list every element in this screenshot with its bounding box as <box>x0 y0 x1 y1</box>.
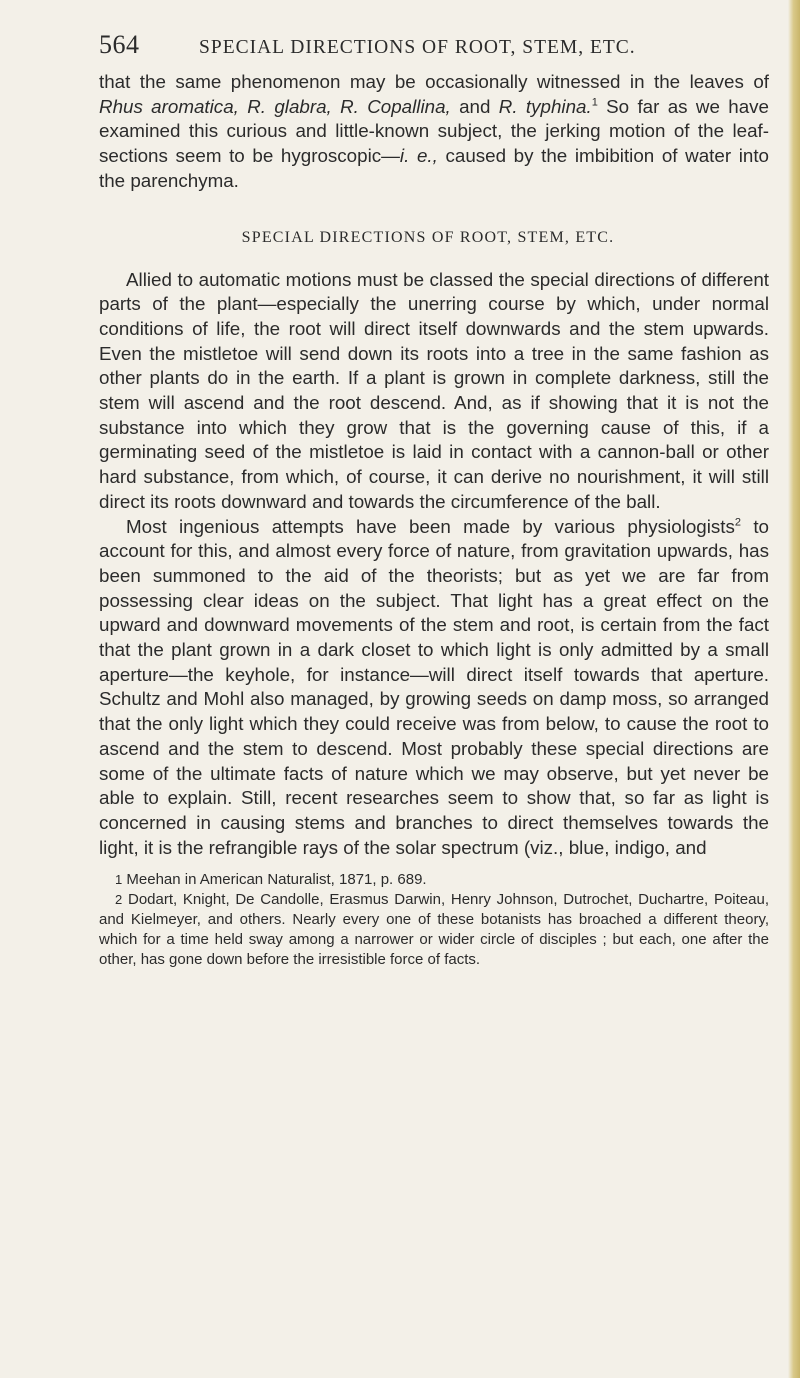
footnote-text: Meehan in American Naturalist, 1871, p. 689. <box>126 871 427 889</box>
footnote-text: Dodart, Knight, De Candolle, Erasmus Darwin, Henry Johnson, Dutrochet, Duchartre, Poiteau, and Kielmeyer, and others. Nearly every one of these botanists has broached a different theory, which for a time held sway among a narrower or wider circle of disciples ; but each, one after the other, has gone down before the irresistible force of facts. <box>99 891 769 969</box>
running-head <box>99 30 769 60</box>
text-run: and <box>450 95 499 117</box>
text-run: to account for this, and almost every force of nature, from gravitation upwards, has been summoned to the aid of the theorists; but as yet we are far from possessing clear ideas on the subject. That light has a great effect on the upward and downward movements of the stem and root, is certain from the fact that the plant grown in a dark closet to which light is only admitted by a small aperture—the keyhole, for instance—will direct itself towards that aperture. Schultz and Mohl also managed, by growing seeds on damp moss, so arranged that the only light which they could receive was from below, to cause the root to ascend and the stem to descend. Most probably these special directions are some of the ultimate facts of nature which we may observe, but yet never be able to explain. Still, recent researches seem to show that, so far as light is concerned in causing stems and branches to direct themselves towards the light, it is the refrangible rays of the solar spectrum (viz., blue, indigo, and <box>99 515 769 858</box>
footnotes <box>99 870 769 970</box>
text-run: So far as we have examined this curious and little-known subject, the jerking motion of the leaf-sections seem to be hygroscopic— <box>99 95 769 167</box>
text-run: that the same phenomenon may be occasionally witnessed in the leaves of <box>99 71 769 92</box>
abbreviation-ie: i. e., <box>399 145 438 167</box>
footnote-ref-2: 2 <box>734 516 742 529</box>
text-run: Most ingenious attempts have been made by various physiologists <box>126 515 735 537</box>
footnote-ref-1: 1 <box>591 96 598 109</box>
footnote-marker: 2 <box>115 892 123 908</box>
section-heading: SPECIAL DIRECTIONS OF ROOT, STEM, ETC. <box>241 228 615 246</box>
continuation-paragraph <box>99 70 769 194</box>
text-run: caused by the imbibition of water into the parenchyma. <box>99 145 769 191</box>
species-name: R. typhina. <box>498 95 592 117</box>
species-names: Rhus aromatica, R. glabra, R. Copallina, <box>99 95 451 117</box>
footnote-marker: 1 <box>115 872 123 888</box>
page-number: 564 <box>99 30 140 59</box>
paragraph-2 <box>99 515 769 861</box>
book-page <box>99 30 769 970</box>
footnote-1 <box>99 870 769 890</box>
footnote-2 <box>99 890 769 970</box>
running-title: SPECIAL DIRECTIONS OF ROOT, STEM, ETC. <box>199 37 636 58</box>
page-edge <box>788 0 800 1378</box>
paragraph-1: Allied to automatic motions must be classed the special directions of different parts of the plant—especially the unerring course by which, under normal conditions of life, the root will direct itself downwards and the stem upwards. Even the mistletoe will send down its roots into a tree in the same fashion as other plants do in the earth. If a plant is grown in complete darkness, still the stem will ascend and the root descend. And, as if showing that it is not the substance into which they grow that is the governing cause of this, if a germinating seed of the mistletoe is laid in contact with a cannon-ball or other hard substance, from which, of course, it can derive no nourishment, it will still direct its roots downward and towards the circumference of the ball. <box>99 268 769 512</box>
